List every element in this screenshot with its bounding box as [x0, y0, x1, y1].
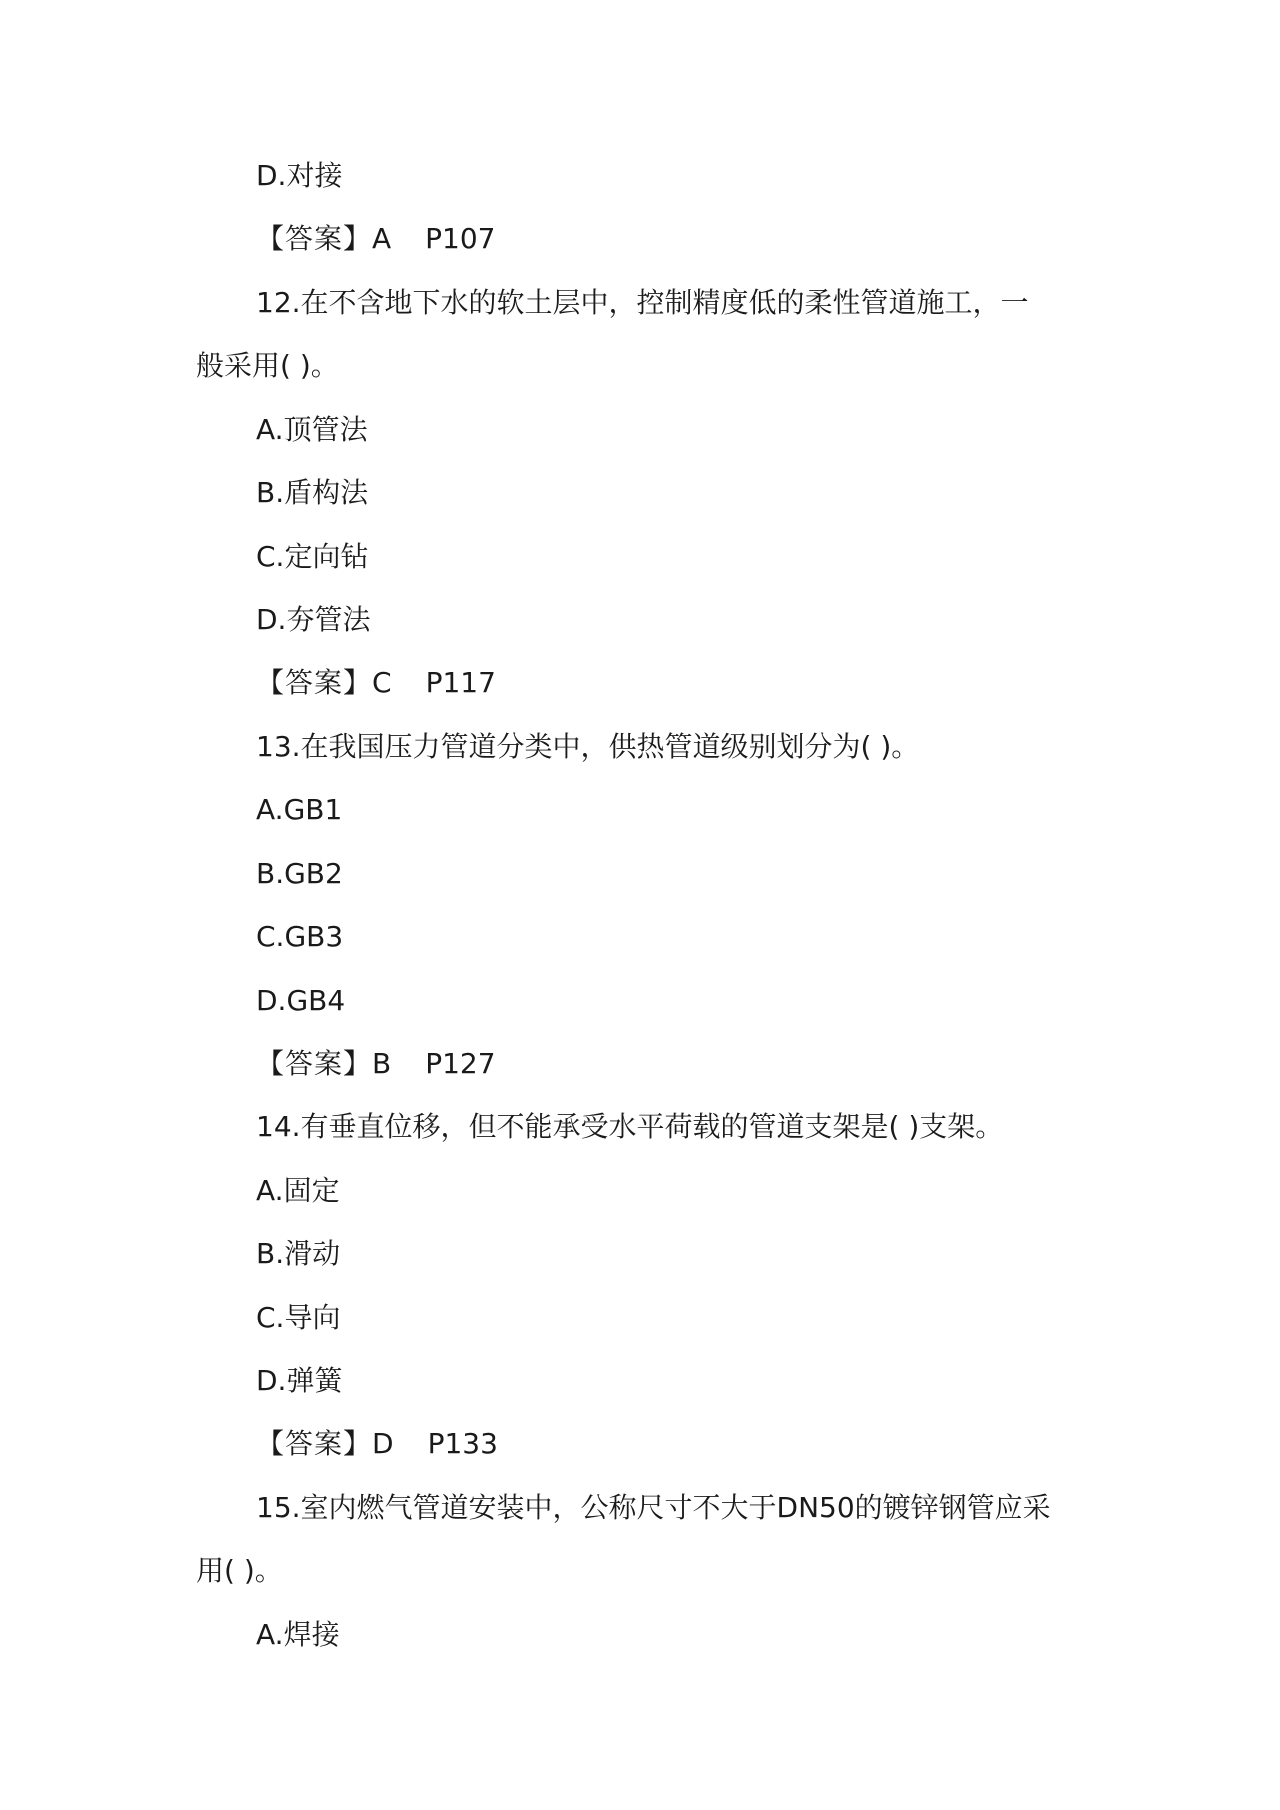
answer-choice: C — [372, 666, 392, 699]
option-a: A.GB1 — [256, 793, 343, 826]
option-b: B.盾构法 — [256, 476, 369, 509]
answer-line — [256, 1046, 496, 1082]
option-b: B.滑动 — [256, 1237, 341, 1270]
option-c: C.GB3 — [256, 920, 344, 953]
answer-page-ref: P117 — [425, 666, 496, 699]
option-d: D.GB4 — [256, 984, 346, 1017]
option-a: A.焊接 — [256, 1618, 340, 1651]
answer-label: 【答案】 — [256, 222, 373, 255]
option-d: D.弹簧 — [256, 1364, 343, 1397]
question-12-line-2: 般采用( )。 — [196, 349, 339, 382]
option-a: A.固定 — [256, 1174, 340, 1207]
answer-label: 【答案】 — [256, 666, 373, 699]
question-15-line-1: 15.室内燃气管道安装中，公称尺寸不大于DN50的镀锌钢管应采 — [256, 1491, 1051, 1524]
answer-line — [256, 221, 496, 257]
option-a: A.顶管法 — [256, 413, 368, 446]
option-c: C.定向钻 — [256, 540, 369, 573]
answer-page-ref: P127 — [425, 1047, 496, 1080]
option-d-butt-joint: D.对接 — [256, 159, 343, 192]
answer-line — [256, 1426, 498, 1462]
answer-choice: D — [372, 1427, 394, 1460]
option-d: D.夯管法 — [256, 603, 371, 636]
question-14: 14.有垂直位移，但不能承受水平荷载的管道支架是( )支架。 — [256, 1110, 1004, 1143]
answer-label: 【答案】 — [256, 1047, 373, 1080]
question-15-line-2: 用( )。 — [196, 1554, 283, 1587]
answer-choice: B — [372, 1047, 392, 1080]
answer-page-ref: P133 — [427, 1427, 498, 1460]
answer-choice: A — [372, 222, 392, 255]
question-12-line-1: 12.在不含地下水的软土层中，控制精度低的柔性管道施工，一 — [256, 286, 1029, 319]
option-b: B.GB2 — [256, 857, 343, 890]
answer-line — [256, 665, 496, 701]
answer-page-ref: P107 — [425, 222, 496, 255]
question-13: 13.在我国压力管道分类中，供热管道级别划分为( )。 — [256, 730, 920, 763]
answer-label: 【答案】 — [256, 1427, 373, 1460]
option-c: C.导向 — [256, 1301, 341, 1334]
